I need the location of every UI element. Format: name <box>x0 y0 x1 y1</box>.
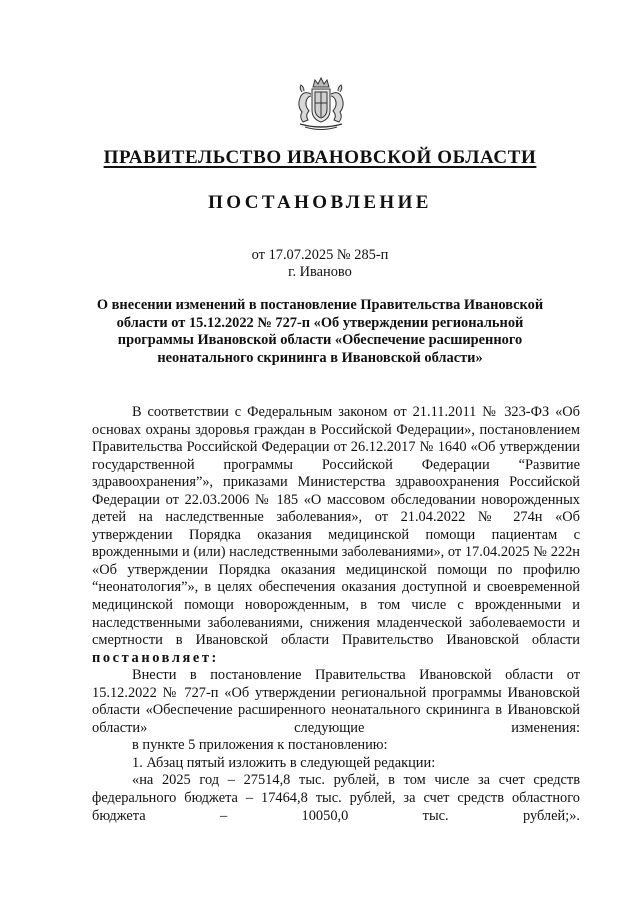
coat-of-arms-emblem <box>291 74 351 134</box>
document-date-number: от 17.07.2025 № 285-п <box>251 247 389 263</box>
resolves-line: постановляет: <box>92 649 219 666</box>
document-meta <box>0 247 640 282</box>
government-name: ПРАВИТЕЛЬСТВО ИВАНОВСКОЙ ОБЛАСТИ <box>103 147 537 168</box>
document-type: ПОСТАНОВЛЕНИЕ <box>208 192 432 213</box>
paragraph-item-1: 1. Абзац пятый изложить в следующей редакции: <box>132 754 436 771</box>
preamble-paragraph: В соответствии с Федеральным законом от 21.11.2011 № 323-ФЗ «Об основах охраны здоровья граждан в Российской Федерации», постановлением Правительства Российской Федерации от 26.12.2017 № 1640 «Об утверждении государственной программы Российской Федерации “Развитие здравоохранения”», приказами Министерства здравоохранения Российской Федерации от 22.03.2006 № 185 «О массовом обследовании новорожденных детей на наследственные заболевания», от 21.04.2022 № 274н «Об утверждении Порядка оказания медицинской помощи пациентам с врожденными и (или) наследственными заболеваниями», от 17.04.2025 № 222н «Об утверждении Порядка оказания медицинской помощи по профилю “неонатология”», в целях обеспечения оказания доступной и своевременной медицинской помощи новорожденным, в том числе с врожденными и наследственными заболеваниями, снижения младенческой заболеваемости и смертности в Ивановской области Правительство Ивановской области <box>92 404 580 649</box>
document-city: г. Иваново <box>288 264 352 281</box>
paragraph-amend: Внести в постановление Правительства Ивановской области от 15.12.2022 № 727-п «Об утверждении региональной программы Ивановской области «Обеспечение расширенного неонатального скрининга в Ивановской области» следующие изменения: <box>92 667 580 736</box>
paragraph-appendix: в пункте 5 приложения к постановлению: <box>132 737 388 754</box>
document-body <box>92 404 580 825</box>
document-heading: О внесении изменений в постановление Правительства Ивановской области от 15.12.2022 № 727-п «Об утверждении региональной программы Ивановской области «Обеспечение расширенного неонатального скрининга в Ивановской области» <box>96 297 544 366</box>
paragraph-quote: «на 2025 год – 27514,8 тыс. рублей, в том числе за счет средств федерального бюджета – 17464,8 тыс. рублей, за счет средств областного бюджета – 10050,0 тыс. рублей;». <box>92 772 580 824</box>
